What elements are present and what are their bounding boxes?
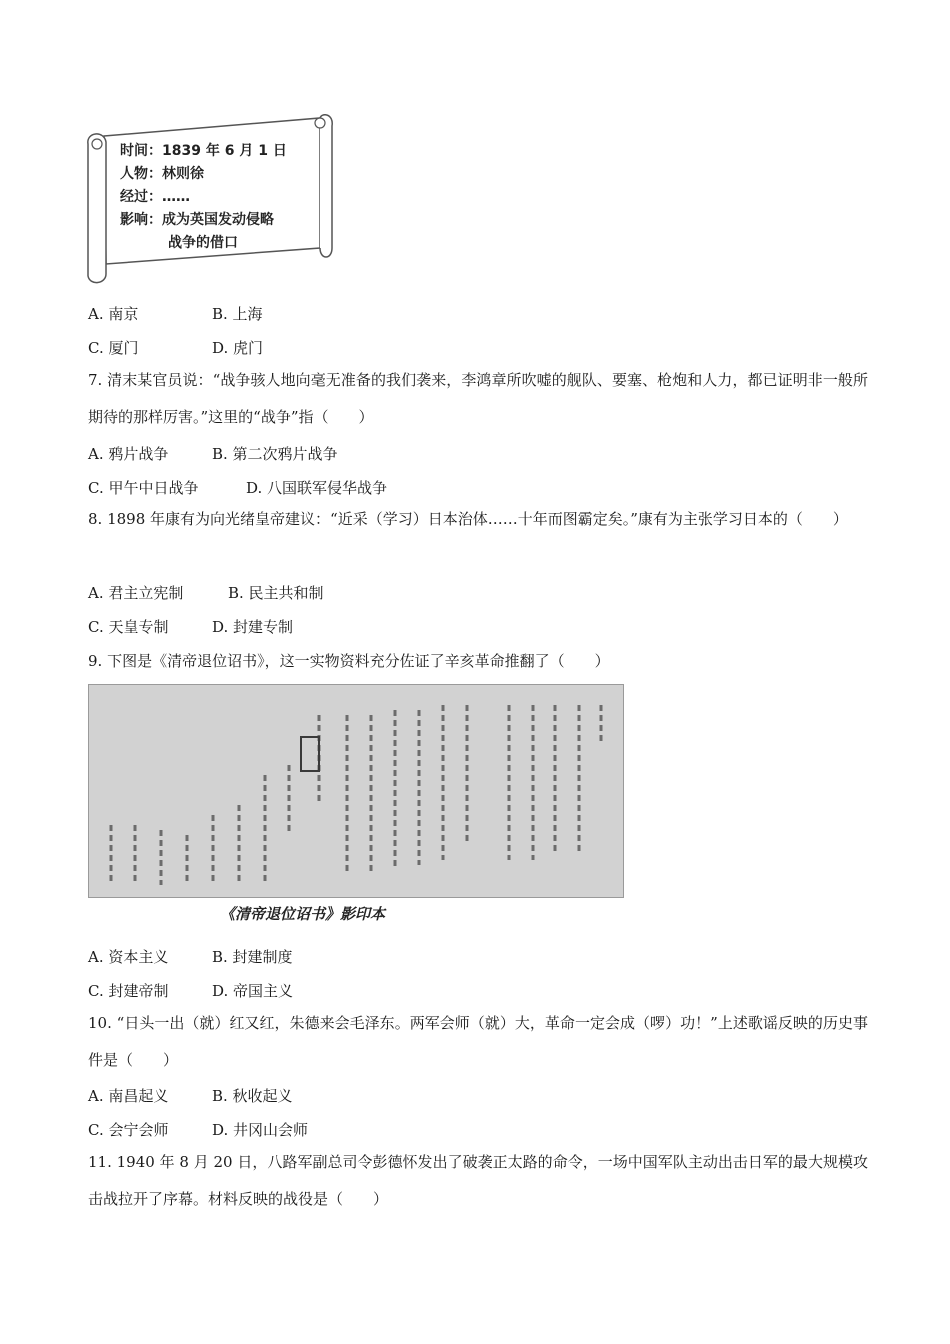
q7-options-row2 bbox=[88, 477, 387, 498]
scroll-impact-cont: 战争的借口 bbox=[168, 235, 238, 251]
q10-option-c[interactable]: C. 会宁会师 bbox=[88, 1121, 169, 1139]
q6-option-c[interactable]: C. 厦门 bbox=[88, 339, 139, 357]
q9-options-row2 bbox=[88, 980, 293, 1001]
q11-text: 11. 1940 年 8 月 20 日，八路军副总司令彭德怀发出了破袭正太路的命令，一场中国军队主动出击日军的最大规模攻击战拉开了序幕。材料反映的战役是（ ） bbox=[88, 1153, 868, 1208]
q8-option-d[interactable]: D. 封建专制 bbox=[212, 618, 294, 636]
q10-text: 10. “日头一出（就）红又红，朱德来会毛泽东。两军会师（就）大，革命一定会成（啰）功！”上述歌谣反映的历史事件是（ ） bbox=[88, 1014, 868, 1069]
q9-option-c[interactable]: C. 封建帝制 bbox=[88, 982, 169, 1000]
q8-option-b[interactable]: B. 民主共和制 bbox=[228, 584, 324, 602]
edict-handwriting bbox=[89, 685, 623, 897]
scroll-impact: 影响：成为英国发动侵略 bbox=[120, 212, 274, 228]
q9-text: 9. 下图是《清帝退位诏书》，这一实物资料充分佐证了辛亥革命推翻了（ ） bbox=[88, 652, 610, 670]
q7-text: 7. 清末某官员说：“战争骇人地向毫无准备的我们袭来，李鸿章所吹嘘的舰队、要塞、枪炮和人力，都已证明非一般所期待的那样厉害。”这里的“战争”指（ ） bbox=[88, 371, 868, 426]
q8-option-a[interactable]: A. 君主立宪制 bbox=[88, 584, 184, 602]
q10-option-a[interactable]: A. 南昌起义 bbox=[88, 1087, 169, 1105]
q7-option-b[interactable]: B. 第二次鸦片战争 bbox=[212, 445, 338, 463]
q10-option-b[interactable]: B. 秋收起义 bbox=[212, 1087, 293, 1105]
q9-options-row1 bbox=[88, 946, 293, 967]
q6-option-d[interactable]: D. 虎门 bbox=[212, 339, 264, 357]
q10-options-row2 bbox=[88, 1119, 308, 1140]
q8-options-row1 bbox=[88, 582, 324, 603]
q6-option-a[interactable]: A. 南京 bbox=[88, 305, 139, 323]
q9-option-b[interactable]: B. 封建制度 bbox=[212, 948, 293, 966]
q6-option-b[interactable]: B. 上海 bbox=[212, 305, 263, 323]
scroll-person: 人物：林则徐 bbox=[120, 166, 204, 182]
q9-option-d[interactable]: D. 帝国主义 bbox=[212, 982, 294, 1000]
q6-options-row2 bbox=[88, 337, 263, 358]
image-caption: 《清帝退位诏书》影印本 bbox=[220, 905, 386, 923]
scroll-process: 经过：…… bbox=[120, 189, 190, 205]
q8-option-c[interactable]: C. 天皇专制 bbox=[88, 618, 169, 636]
q8-options-row2 bbox=[88, 616, 293, 637]
q7-option-d[interactable]: D. 八国联军侵华战争 bbox=[246, 479, 388, 497]
q9-option-a[interactable]: A. 资本主义 bbox=[88, 948, 169, 966]
q7-option-a[interactable]: A. 鸦片战争 bbox=[88, 445, 169, 463]
q7-option-c[interactable]: C. 甲午中日战争 bbox=[88, 479, 199, 497]
scroll-illustration bbox=[84, 114, 334, 286]
abdication-edict-image bbox=[88, 684, 624, 898]
q10-option-d[interactable]: D. 井冈山会师 bbox=[212, 1121, 309, 1139]
scroll-time: 时间：1839 年 6 月 1 日 bbox=[120, 143, 287, 159]
q8-text: 8. 1898 年康有为向光绪皇帝建议：“近采（学习）日本治体……十年而图霸定矣。”康有为主张学习日本的（ ） bbox=[88, 510, 848, 528]
scroll-text bbox=[120, 140, 287, 255]
q10-options-row1 bbox=[88, 1085, 293, 1106]
q6-options-row1 bbox=[88, 303, 263, 324]
q7-options-row1 bbox=[88, 443, 338, 464]
